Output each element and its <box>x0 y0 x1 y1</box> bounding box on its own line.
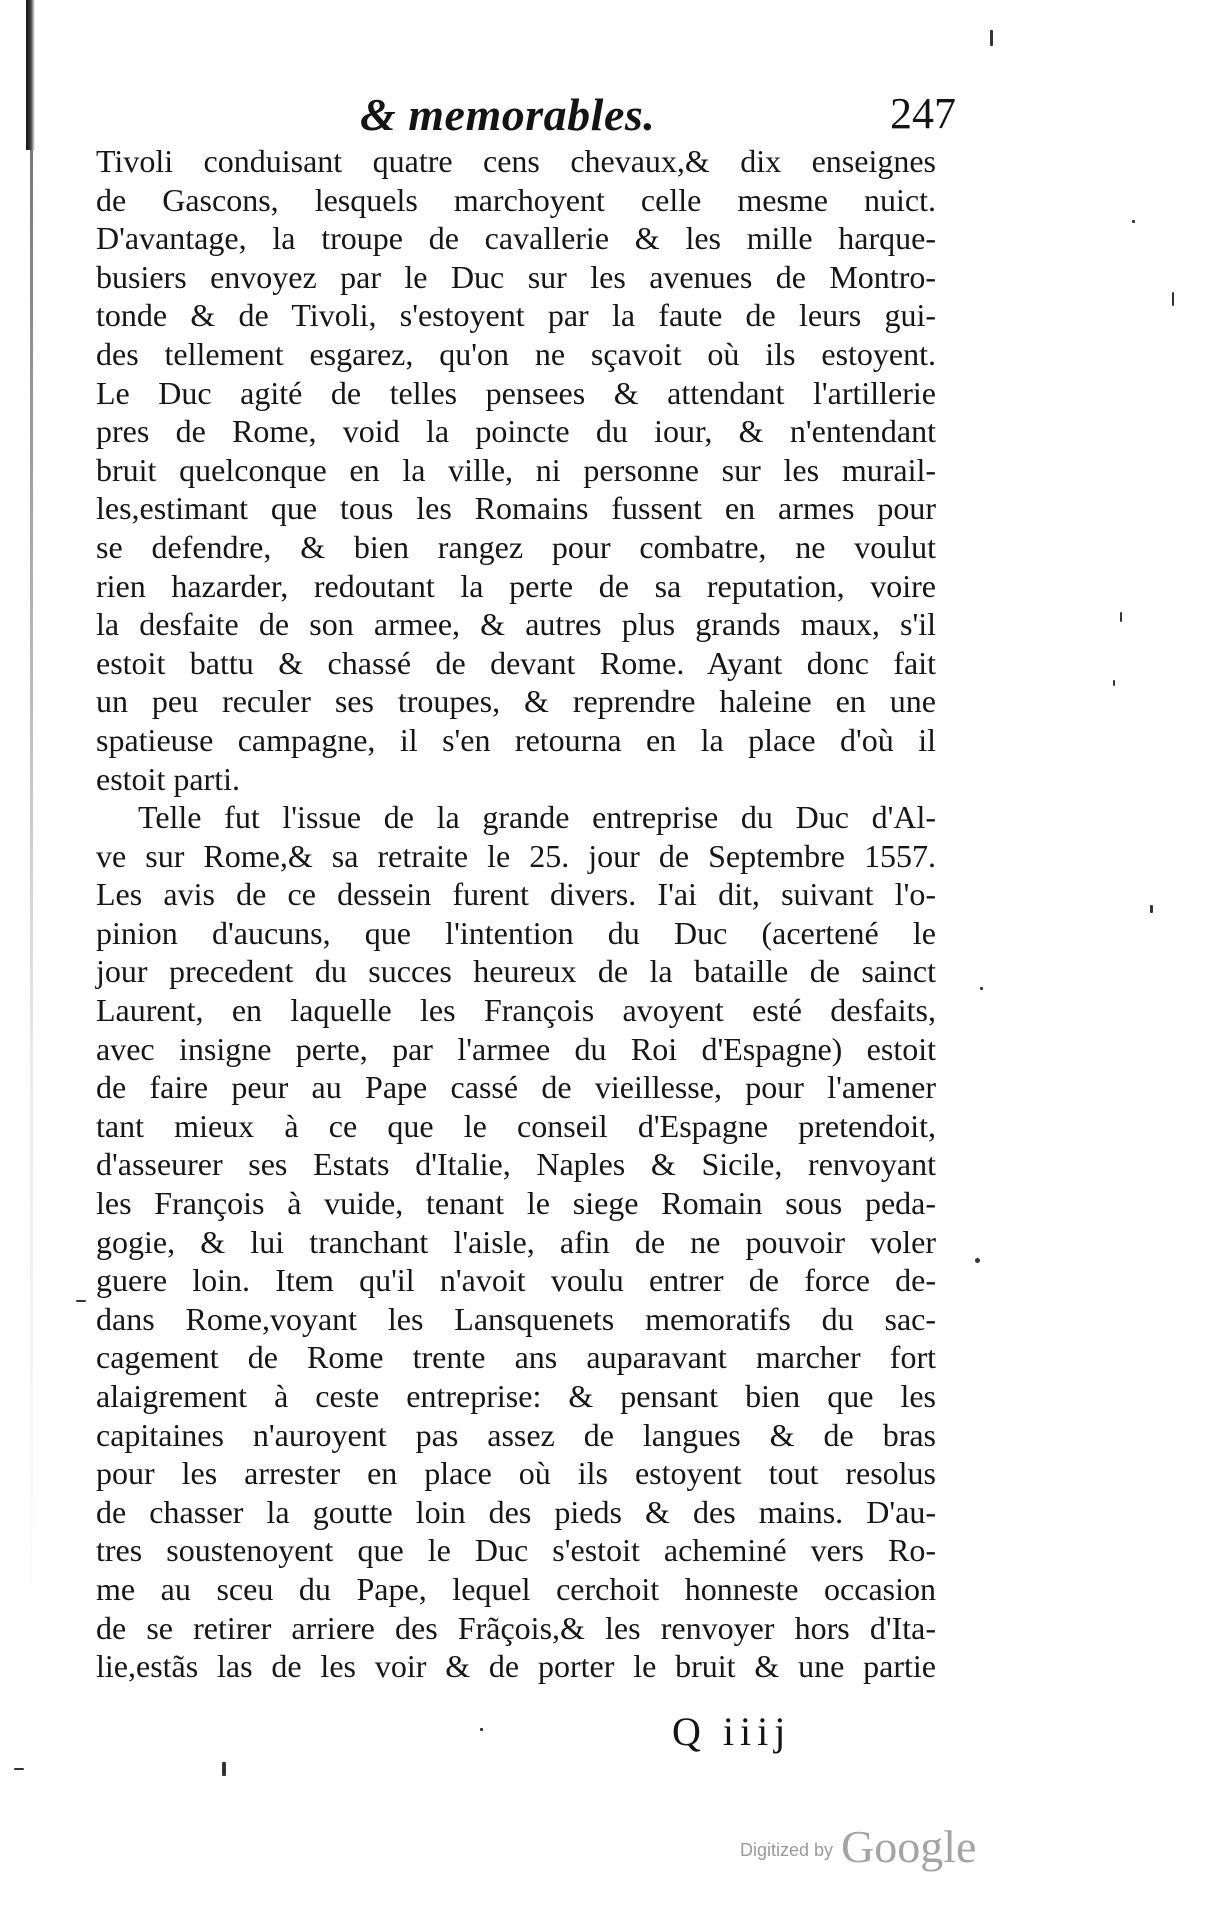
margin-speck <box>222 1762 226 1776</box>
margin-speck <box>1150 905 1153 913</box>
text-line: de Gascons, lesquels marchoyent celle mesme nuict. <box>96 181 936 218</box>
text-line: spatieuse campagne, il s'en retourna en la place d'où il <box>96 721 936 758</box>
text-line: Laurent, en laquelle les François avoyent esté desfaits, <box>96 992 936 1029</box>
text-line: tant mieux à ce que le conseil d'Espagne pretendoit, <box>96 1107 936 1144</box>
text-line: se defendre, & bien rangez pour combatre, ne voulut <box>96 528 936 565</box>
text-line: de chasser la goutte loin des pieds & des mains. D'au- <box>96 1493 936 1530</box>
margin-speck <box>980 987 983 990</box>
margin-speck <box>1132 220 1135 223</box>
margin-speck <box>990 30 993 46</box>
text-line: les,estimant que tous les Romains fussent en armes pour <box>96 490 936 527</box>
text-line: me au sceu du Pape, lequel cerchoit honneste occasion <box>96 1570 936 1607</box>
text-line: pinion d'aucuns, que l'intention du Duc (acertené le <box>96 914 936 951</box>
margin-speck <box>480 1728 483 1731</box>
text-line: de se retirer arriere des Frãçois,& les renvoyer hors d'Ita- <box>96 1609 936 1646</box>
text-line: cagement de Rome trente ans auparavant marcher fort <box>96 1339 936 1376</box>
text-line: ve sur Rome,& sa retraite le 25. jour de Septembre 1557. <box>96 837 936 874</box>
text-line: les François à vuide, tenant le siege Romain sous peda- <box>96 1185 936 1222</box>
text-line: rien hazarder, redoutant la perte de sa reputation, voire <box>96 567 936 604</box>
page-header <box>96 88 956 148</box>
text-line: la desfaite de son armee, & autres plus grands maux, s'il <box>96 606 936 643</box>
text-line: Les avis de ce dessein furent divers. I'ai dit, suivant l'o- <box>96 876 936 913</box>
margin-speck <box>1113 680 1115 686</box>
text-line: busiers envoyez par le Duc sur les avenues de Montro- <box>96 258 936 295</box>
text-line: des tellement esgarez, qu'on ne sçavoit où ils estoyent. <box>96 335 936 372</box>
text-line: avec insigne perte, par l'armee du Roi d'Espagne) estoit <box>96 1030 936 1067</box>
text-line: gogie, & lui tranchant l'aisle, afin de ne pouvoir voler <box>96 1223 936 1260</box>
binding-edge-shadow <box>26 0 35 150</box>
text-line: Le Duc agité de telles pensees & attendant l'artillerie <box>96 374 936 411</box>
text-line: pres de Rome, void la poincte du iour, & n'entendant <box>96 413 936 450</box>
margin-speck <box>1120 612 1122 622</box>
margin-speck <box>76 1300 86 1302</box>
text-line: bruit quelconque en la ville, ni personne sur les murail- <box>96 451 936 488</box>
body-text <box>96 142 936 1686</box>
text-line: alaigrement à ceste entreprise: & pensant bien que les <box>96 1378 936 1414</box>
text-line: tres soustenoyent que le Duc s'estoit acheminé vers Ro- <box>96 1532 936 1569</box>
google-logo: Google <box>841 1821 977 1872</box>
signature-mark: Q iiij <box>672 1709 792 1754</box>
text-line: de faire peur au Pape cassé de vieillesse, pour l'amener <box>96 1069 936 1106</box>
text-line: d'asseurer ses Estats d'Italie, Naples & Sicile, renvoyant <box>96 1146 936 1183</box>
paragraph-first-line: Telle fut l'issue de la grande entreprise du Duc d'Al- <box>138 799 936 836</box>
text-line: lie,estãs las de les voir & de porter le bruit & une partie <box>96 1648 936 1685</box>
text-line: estoit parti. <box>96 760 240 797</box>
text-line: guere loin. Item qu'il n'avoit voulu entrer de force de- <box>96 1262 936 1299</box>
margin-speck <box>14 1768 24 1770</box>
text-line: estoit battu & chassé de devant Rome. Ayant donc fait <box>96 644 936 681</box>
page-number: 247 <box>890 89 956 138</box>
digitized-watermark <box>740 1820 976 1873</box>
text-line: jour precedent du succes heureux de la bataille de sainct <box>96 953 936 990</box>
text-line: Tivoli conduisant quatre cens chevaux,& dix enseignes <box>96 143 936 179</box>
text-line: un peu reculer ses troupes, & reprendre haleine en une <box>96 683 936 720</box>
text-line: D'avantage, la troupe de cavallerie & les mille harque- <box>96 220 936 257</box>
text-line: dans Rome,voyant les Lansquenets memoratifs du sac- <box>96 1300 936 1337</box>
text-line: capitaines n'auroyent pas assez de langues & de bras <box>96 1416 936 1453</box>
running-head: & memorables. <box>360 89 656 140</box>
margin-speck <box>1172 292 1174 306</box>
binding-edge-line <box>30 150 33 1650</box>
text-line: pour les arrester en place où ils estoyent tout resolus <box>96 1455 936 1492</box>
margin-speck <box>975 1258 980 1263</box>
text-line: tonde & de Tivoli, s'estoyent par la faute de leurs gui- <box>96 297 936 334</box>
digitized-prefix: Digitized by <box>740 1840 834 1860</box>
